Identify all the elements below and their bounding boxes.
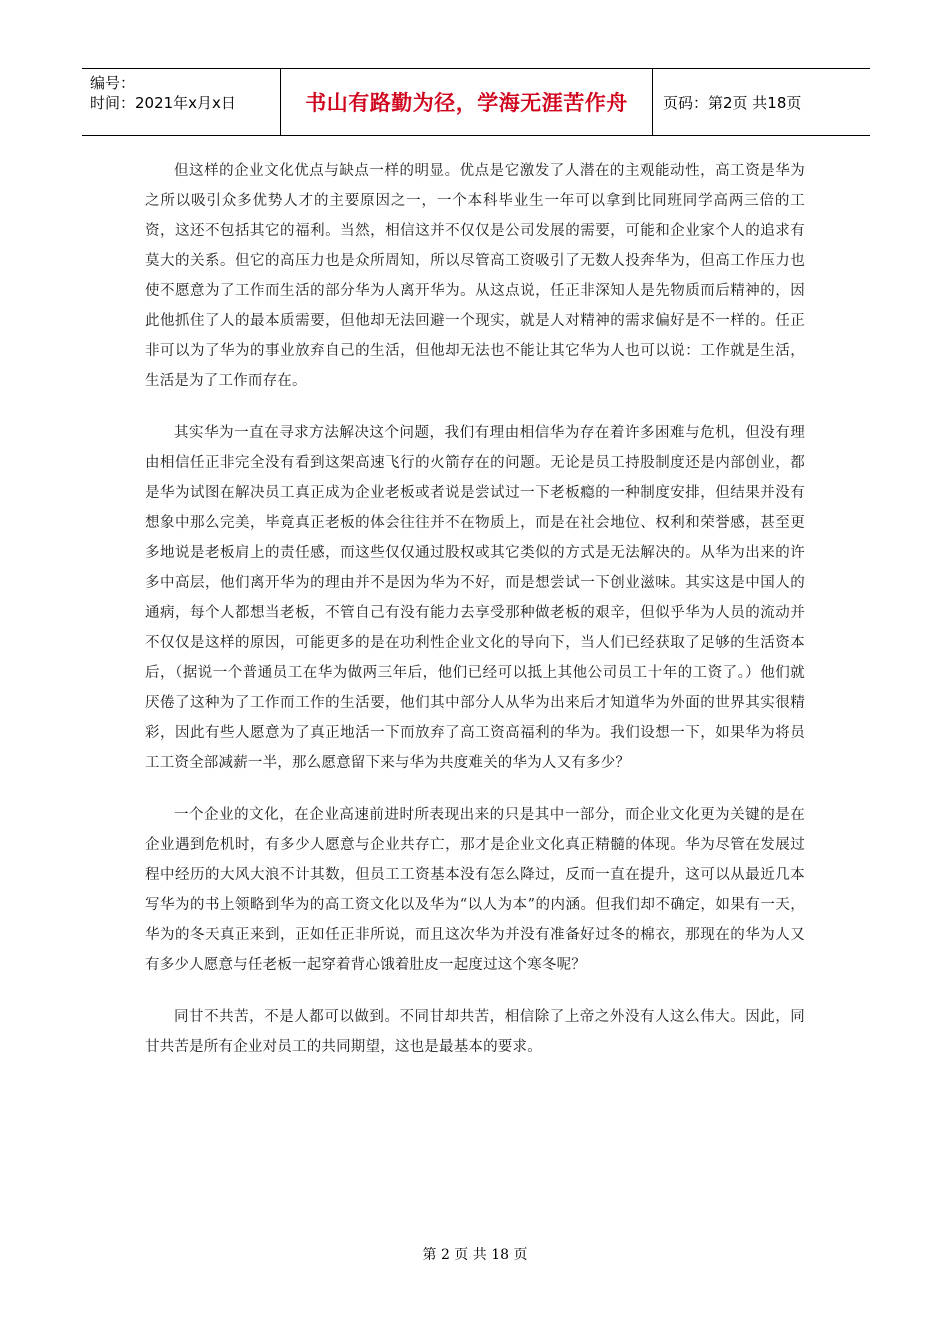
paragraph-3: 一个企业的文化，在企业高速前进时所表现出来的只是其中一部分，而企业文化更为关键的是在企业遇到危机时，有多少人愿意与企业共存亡，那才是企业文化真正精髓的体现。华为尽管在发展过程中经历的大风大浪不计其数，但员工工资基本没有怎么降过，反而一直在提升，这可以从最近几本写华为的书上领略到华为的高工资文化以及华为“以人为本”的内涵。但我们却不确定，如果有一天，华为的冬天真正来到，正如任正非所说，而且这次华为并没有准备好过冬的棉衣，那现在的华为人又有多少人愿意与任老板一起穿着背心饿着肚皮一起度过这个寒冬呢？ (145, 807, 805, 973)
header-page-cell (653, 69, 870, 135)
motto-text: 书山有路勤为径，学海无涯苦作舟 (305, 91, 628, 115)
header-motto-cell (281, 69, 653, 135)
paragraph-2: 其实华为一直在寻求方法解决这个问题，我们有理由相信华为存在着许多困难与危机，但没有理由相信任正非完全没有看到这架高速飞行的火箭存在的问题。无论是员工持股制度还是内部创业，都是华为试图在解决员工真正成为企业老板或者说是尝试过一下老板瘾的一种制度安排，但结果并没有想象中那么完美，毕竟真正老板的体会往往并不在物质上，而是在社会地位、权利和荣誉感，甚至更多地说是老板肩上的责任感，而这些仅仅通过股权或其它类似的方式是无法解决的。从华为出来的许多中高层，他们离开华为的理由并不是因为华为不好，而是想尝试一下创业滋味。其实这是中国人的通病，每个人都想当老板，不管自己有没有能力去享受那种做老板的艰辛，但似乎华为人员的流动并不仅仅是这样的原因，可能更多的是在功利性企业文化的导向下，当人们已经获取了足够的生活资本后，（据说一个普通员工在华为做两三年后，他们已经可以抵上其他公司员工十年的工资了。）他们就厌倦了这种为了工作而工作的生活要，他们其中部分人从华为出来后才知道华为外面的世界其实很精彩，因此有些人愿意为了真正地活一下而放弃了高工资高福利的华为。我们设想一下，如果华为将员工工资全部减薪一半，那么愿意留下来与华为共度难关的华为人又有多少？ (145, 425, 805, 771)
paragraph-4: 同甘不共苦，不是人都可以做到。不同甘却共苦，相信除了上帝之外没有人这么伟大。因此，同甘共苦是所有企业对员工的共同期望，这也是最基本的要求。 (145, 1009, 805, 1055)
page-code-text: 页码：第2页 共18页 (663, 93, 802, 112)
document-body (145, 156, 805, 1084)
page-header (82, 68, 870, 136)
serial-number-label: 编号： (90, 74, 136, 92)
paragraph-1: 但这样的企业文化优点与缺点一样的明显。优点是它激发了人潜在的主观能动性，高工资是华为之所以吸引众多优势人才的主要原因之一，一个本科毕业生一年可以拿到比同班同学高两三倍的工资，这还不包括其它的福利。当然，相信这并不仅仅是公司发展的需要，可能和企业家个人的追求有莫大的关系。但它的高压力也是众所周知，所以尽管高工资吸引了无数人投奔华为，但高工作压力也使不愿意为了工作而生活的部分华为人离开华为。从这点说，任正非深知人是先物质而后精神的，因此他抓住了人的最本质需要，但他却无法回避一个现实，就是人对精神的需求偏好是不一样的。任正非可以为了华为的事业放弃自己的生活，但他却无法也不能让其它华为人也可以说：工作就是生活，生活是为了工作而存在。 (145, 163, 805, 389)
page-footer: 第 2 页 共 18 页 (422, 1247, 528, 1263)
header-meta-cell (82, 69, 281, 135)
date-label: 时间：2021年x月x日 (90, 94, 236, 112)
